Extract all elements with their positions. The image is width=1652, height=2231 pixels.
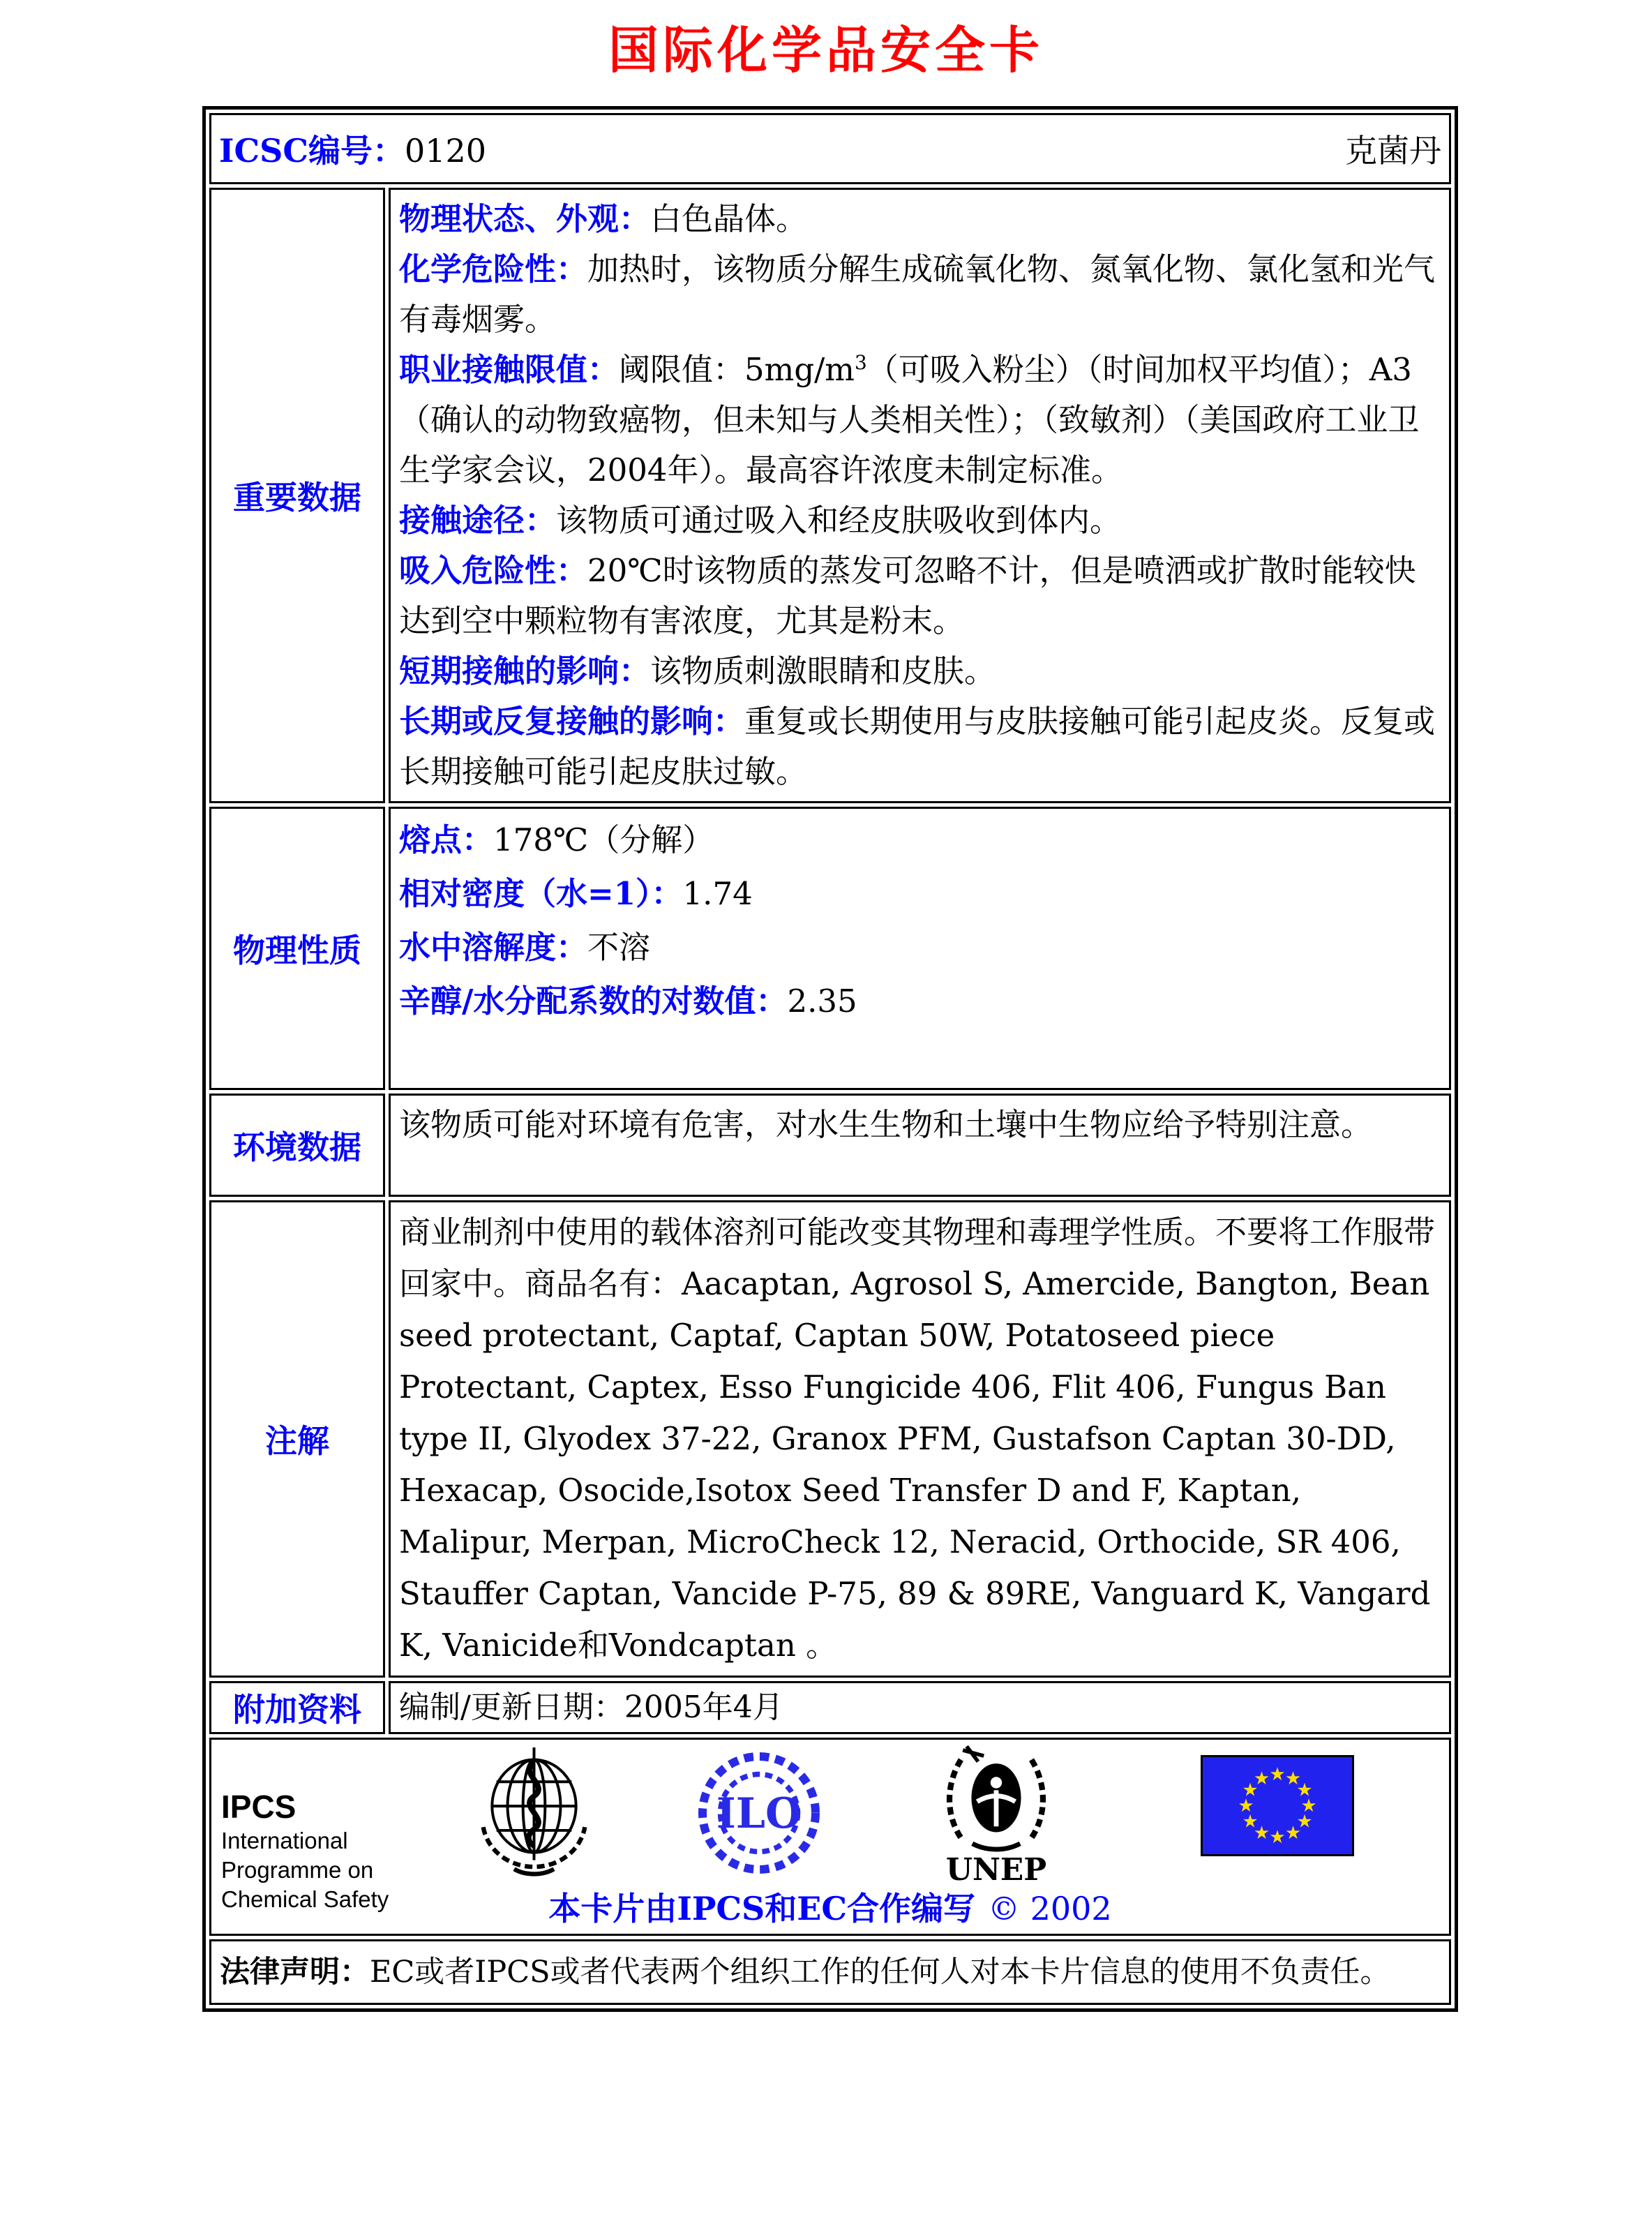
environmental-data-row — [209, 1094, 1451, 1197]
header-row — [209, 113, 1451, 184]
svg-text:★: ★ — [1253, 1768, 1270, 1789]
entry-text: 阈限值：5mg/m — [619, 351, 855, 388]
physical-property-entry — [399, 867, 1441, 920]
page-title: 国际化学品安全卡 — [608, 21, 1044, 80]
svg-text:★: ★ — [1300, 1796, 1317, 1816]
credit-text: 本卡片由IPCS和EC合作编写 — [548, 1890, 975, 1927]
entry-text: （可吸入粉尘）（时间加权平均值）；A3（确认的动物致癌物，但未知与人类相关性）；（致敏剂）（美国政府工业卫生学家会议，2004年）。最高容许浓度未制定标准。 — [399, 351, 1420, 488]
svg-text:★: ★ — [1242, 1811, 1259, 1833]
ipcs-line: International — [221, 1828, 348, 1853]
entry-value: 2.35 — [787, 983, 857, 1020]
entry-value: 178℃（分解） — [493, 821, 714, 858]
who-logo-icon — [463, 1745, 606, 1878]
entry-label: 长期或反复接触的影响： — [399, 703, 745, 740]
svg-text:★: ★ — [1269, 1827, 1286, 1848]
credit-copyright: © 2002 — [987, 1890, 1112, 1927]
ipcs-line: Chemical Safety — [221, 1886, 389, 1912]
ipcs-line: Programme on — [221, 1857, 374, 1883]
svg-text:★: ★ — [1296, 1811, 1313, 1833]
important-data-entry — [399, 546, 1441, 646]
notes-row-label: 注解 — [209, 1200, 385, 1678]
legal-notice-label: 法律声明： — [220, 1955, 370, 1990]
superscript-3: 3 — [854, 351, 867, 374]
entry-text: 20℃时该物质的蒸发可忽略不计，但是喷洒或扩散时能较快达到空中颗粒物有害浓度，尤其是粉末。 — [399, 552, 1416, 639]
physical-properties-row — [209, 807, 1451, 1090]
important-data-entry — [399, 696, 1441, 797]
entry-text: 重复或长期使用与皮肤接触可能引起皮炎。反复或长期接触可能引起皮肤过敏。 — [399, 703, 1436, 790]
additional-info-row-label: 附加资料 — [209, 1681, 385, 1734]
important-data-entry — [399, 244, 1441, 345]
bottom-whitespace — [0, 2012, 1652, 2054]
svg-text:★: ★ — [1284, 1823, 1302, 1844]
notes-row — [209, 1200, 1451, 1678]
important-data-entry — [399, 495, 1441, 546]
additional-info-content — [389, 1681, 1451, 1734]
chemical-name: 克菌丹 — [1345, 132, 1441, 170]
entry-text: 该物质刺激眼睛和皮肤。 — [650, 652, 996, 689]
svg-text:★: ★ — [1269, 1764, 1286, 1785]
ipcs-acronym: IPCS — [221, 1789, 296, 1825]
physical-property-entry — [399, 920, 1441, 974]
svg-text:★: ★ — [1284, 1768, 1302, 1789]
entry-text: 该物质可通过吸入和经皮肤吸收到体内。 — [556, 502, 1122, 539]
entry-label: 辛醇/水分配系数的对数值： — [399, 983, 788, 1020]
credit-line — [211, 1883, 1449, 1930]
important-data-entry — [399, 646, 1441, 696]
legal-notice-text: EC或者IPCS或者代表两个组织工作的任何人对本卡片信息的使用不负责任。 — [370, 1955, 1390, 1990]
entry-label: 水中溶解度： — [399, 929, 588, 966]
entry-label: 吸入危险性： — [399, 552, 588, 589]
icsc-number-group — [219, 126, 486, 172]
svg-text:★: ★ — [1242, 1779, 1259, 1801]
entry-label: 熔点： — [399, 821, 494, 858]
icsc-number-label: ICSC编号： — [219, 132, 405, 170]
icsc-number-value: 0120 — [404, 132, 487, 170]
safety-card-table — [202, 106, 1458, 2012]
physical-properties-content — [389, 807, 1451, 1090]
physical-property-entry — [399, 974, 1441, 1028]
unep-logo-icon — [930, 1743, 1062, 1886]
header-line — [212, 116, 1448, 181]
additional-info-row — [209, 1681, 1451, 1734]
svg-text:★: ★ — [1253, 1823, 1270, 1844]
update-date-label: 编制/更新日期： — [399, 1689, 624, 1725]
page — [0, 10, 1652, 2054]
entry-value: 不溶 — [587, 929, 651, 966]
environmental-data-content: 该物质可能对环境有危害，对水生生物和土壤中生物应给予特别注意。 — [389, 1094, 1451, 1197]
eu-flag-icon — [1201, 1755, 1354, 1856]
important-data-content — [389, 188, 1451, 803]
entry-label: 职业接触限值： — [399, 351, 620, 388]
ilo-logo-icon — [696, 1747, 822, 1879]
physical-properties-row-label: 物理性质 — [209, 807, 385, 1090]
svg-text:★: ★ — [1238, 1796, 1254, 1816]
important-data-entry — [399, 194, 1441, 244]
important-data-row-label: 重要数据 — [209, 188, 385, 803]
important-data-row — [209, 188, 1451, 803]
environmental-data-row-label: 环境数据 — [209, 1094, 385, 1197]
important-data-entry — [399, 345, 1441, 495]
legal-notice-row — [209, 1939, 1451, 2005]
physical-property-entry — [399, 813, 1441, 867]
entry-label: 短期接触的影响： — [399, 652, 651, 689]
entry-label: 化学危险性： — [399, 251, 588, 288]
entry-label: 接触途径： — [399, 502, 557, 539]
notes-content: 商业制剂中使用的载体溶剂可能改变其物理和毒理学性质。不要将工作服带回家中。商品名有：Aacaptan, Agrosol S, Amercide, Bangton, Bean seed protectant, Captaf, Captan 50W, Potatoseed piece Protectant, Captex, Esso Fungicide 406, Flit 406, Fungus Ban type II, Glyodex 37-22, Granox PFM, Gustafson Captan 30-DD, Hexacap, Osocide,Isotox Seed Transfer D and F, Kaptan, Malipur, Merpan, MicroCheck 12, Neracid, Orthocide, SR 406, Stauffer Captan, Vancide P-75, 89 & 89RE, Vanguard K, Vangard K, Vanicide和Vondcaptan 。 — [389, 1200, 1451, 1678]
entry-label: 物理状态、外观： — [399, 200, 651, 237]
update-date-value: 2005年4月 — [624, 1689, 783, 1725]
logos-row — [209, 1738, 1451, 1936]
svg-text:★: ★ — [1296, 1779, 1313, 1801]
entry-text: 白色晶体。 — [650, 200, 808, 237]
svg-text:UNEP: UNEP — [945, 1851, 1047, 1886]
svg-text:ILO: ILO — [716, 1789, 802, 1838]
entry-value: 1.74 — [682, 875, 753, 912]
entry-label: 相对密度（水=1）： — [399, 875, 683, 912]
entry-text: 加热时，该物质分解生成硫氧化物、氮氧化物、氯化氢和光气有毒烟雾。 — [399, 251, 1436, 338]
